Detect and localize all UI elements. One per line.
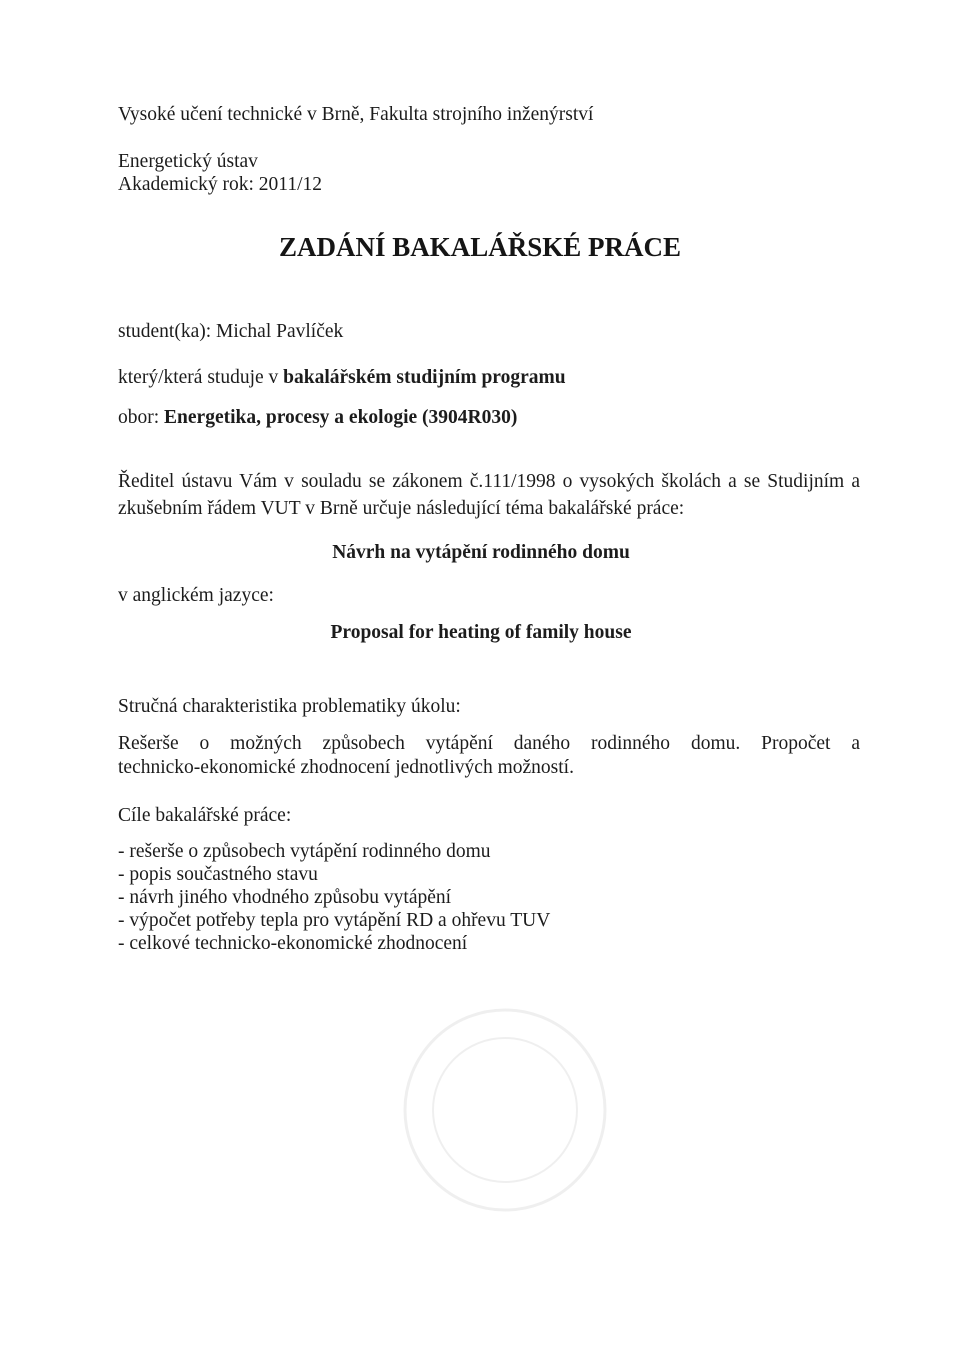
student-line bbox=[118, 320, 343, 344]
thesis-title-en: Proposal for heating of family house bbox=[330, 622, 632, 643]
summary-line-2: technicko-ekonomické zhodnocení jednotlivých možností. bbox=[118, 757, 574, 778]
goal-item: - popis součastného stavu bbox=[118, 864, 318, 885]
directive-line-1: Ředitel ústavu Vám v souladu se zákonem č.111/1998 o vysokých školách a se Studijním a bbox=[118, 471, 860, 492]
goal-item: - rešerše o způsobech vytápění rodinného domu bbox=[118, 841, 491, 862]
program-line bbox=[118, 366, 566, 390]
university-faculty-line: Vysoké učení technické v Brně, Fakulta strojního inženýrství bbox=[118, 104, 594, 125]
field-line bbox=[118, 406, 517, 430]
program-name: bakalářském studijním programu bbox=[283, 367, 566, 388]
page-title: ZADÁNÍ BAKALÁŘSKÉ PRÁCE bbox=[278, 232, 682, 262]
student-label: student(ka): bbox=[118, 321, 217, 342]
goal-item: - výpočet potřeby tepla pro vytápění RD a ohřevu TUV bbox=[118, 910, 551, 931]
academic-year-line: Akademický rok: 2011/12 bbox=[118, 174, 322, 195]
goal-item: - návrh jiného vhodného způsobu vytápění bbox=[118, 887, 452, 908]
summary-line-1: Rešerše o možných způsobech vytápění daného rodinného domu. Propočet a bbox=[118, 733, 860, 754]
institute-line: Energetický ústav bbox=[118, 151, 258, 172]
goals-heading: Cíle bakalářské práce: bbox=[118, 805, 292, 826]
thesis-title-cz: Návrh na vytápění rodinného domu bbox=[332, 542, 630, 563]
field-name: Energetika, procesy a ekologie (3904R030) bbox=[164, 407, 518, 428]
directive-line-2: zkušebním řádem VUT v Brně určuje následující téma bakalářské práce: bbox=[118, 498, 685, 519]
student-name: Michal Pavlíček bbox=[216, 321, 344, 342]
field-label: obor: bbox=[118, 407, 165, 428]
summary-heading: Stručná charakteristika problematiky úkolu: bbox=[118, 696, 461, 717]
program-label: který/která studuje v bbox=[118, 367, 284, 388]
goal-item: - celkové technicko-ekonomické zhodnocení bbox=[118, 933, 468, 954]
english-language-label: v anglickém jazyce: bbox=[118, 585, 274, 606]
faint-stamp-seal bbox=[395, 1000, 615, 1220]
